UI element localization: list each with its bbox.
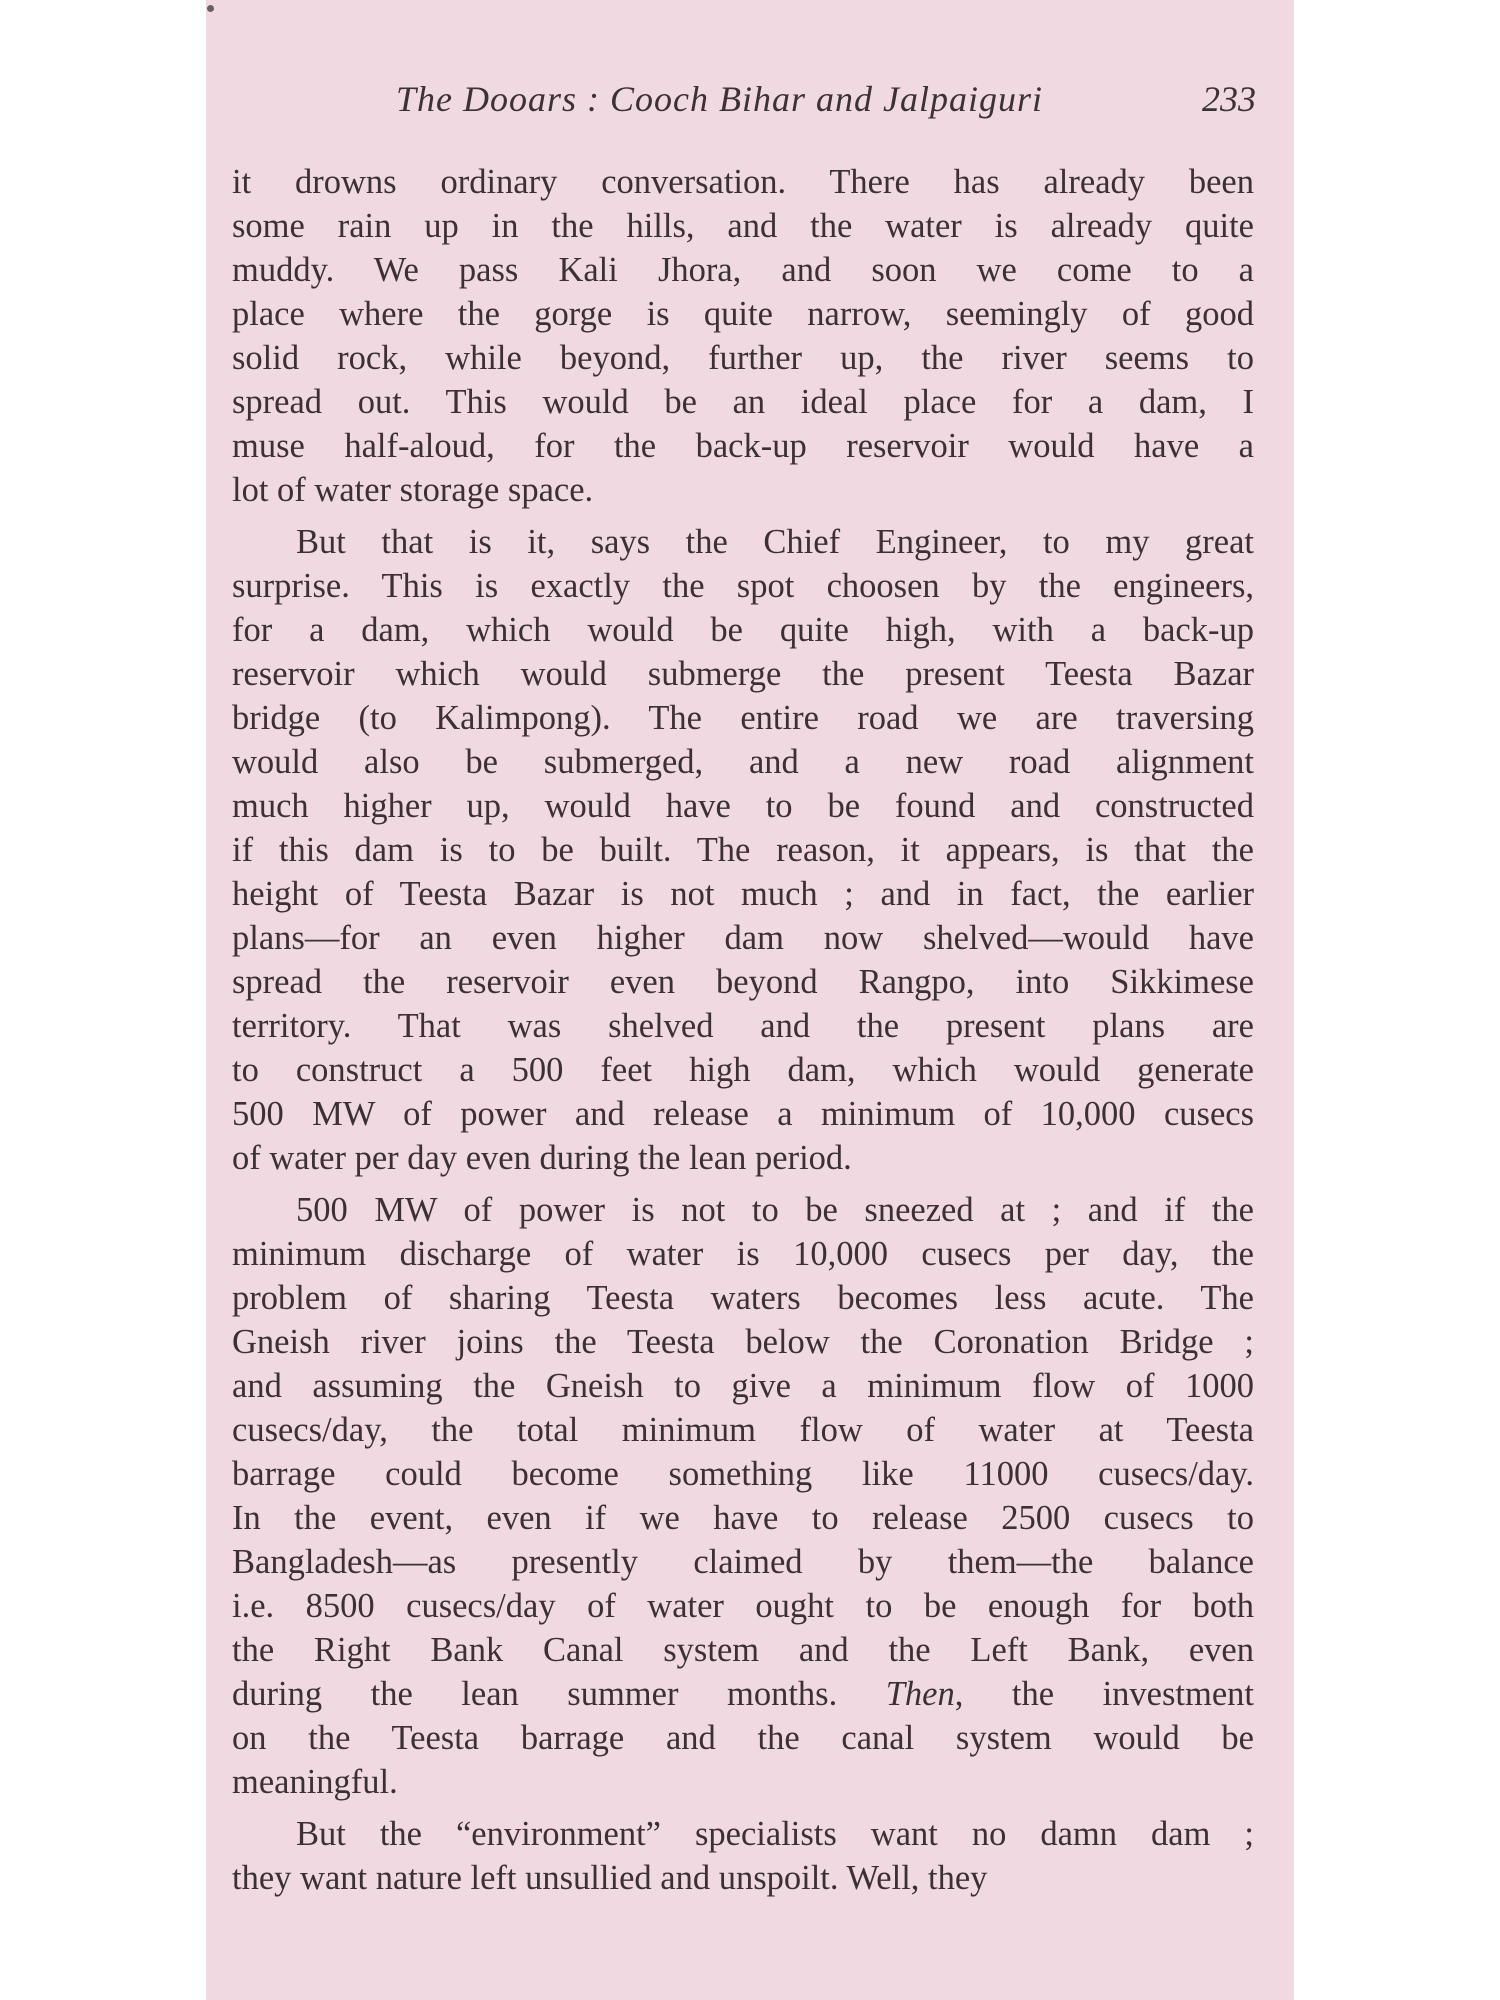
text-line: 500 MW of power is not to be sneezed at ; and if the [296,1191,1254,1229]
text-line: spread out. This would be an ideal place for a dam, I [232,383,1254,421]
text-line: spread the reservoir even beyond Rangpo, into Sikkimese [232,963,1254,1001]
text-line: plans—for an even higher dam now shelved—would have [232,919,1254,957]
running-title: The Dooars : Cooch Bihar and Jalpaiguri [396,79,1043,119]
text-line: In the event, even if we have to release 2500 cusecs to [232,1499,1254,1537]
text-line: on the Teesta barrage and the canal system would be [232,1719,1254,1757]
text-line: much higher up, would have to be found and constructed [232,787,1254,825]
speck-mark [207,5,214,12]
text-line: the Right Bank Canal system and the Left Bank, even [232,1631,1254,1669]
text-line: solid rock, while beyond, further up, the river seems to [232,339,1254,377]
text-line: lot of water storage space. [232,471,594,509]
text-line: if this dam is to be built. The reason, it appears, is that the [232,831,1254,869]
text-line: But that is it, says the Chief Engineer, to my great [296,523,1254,561]
paragraph [232,160,1254,512]
book-page [206,0,1294,2000]
paragraph [232,1188,1254,1804]
text-line: muddy. We pass Kali Jhora, and soon we come to a [232,251,1254,289]
text-line: place where the gorge is quite narrow, seemingly of good [232,295,1254,333]
page-header [206,78,1294,128]
text-line: they want nature left unsullied and unspoilt. Well, they [232,1859,988,1897]
text-line: it drowns ordinary conversation. There has already been [232,163,1254,201]
text-line: cusecs/day, the total minimum flow of water at Teesta [232,1411,1254,1449]
text-line: 500 MW of power and release a minimum of 10,000 cusecs [232,1095,1254,1133]
text-line: for a dam, which would be quite high, with a back-up [232,611,1254,649]
emphasis-text: Then [885,1675,955,1713]
text-line: bridge (to Kalimpong). The entire road we are traversing [232,699,1254,737]
text-line: height of Teesta Bazar is not much ; and in fact, the earlier [232,875,1254,913]
text-line: territory. That was shelved and the present plans are [232,1007,1254,1045]
body-text [232,160,1254,1908]
text-line: But the “environment” specialists want no damn dam ; [296,1815,1254,1853]
text-line: surprise. This is exactly the spot choosen by the engineers, [232,567,1254,605]
paragraph [232,520,1254,1180]
text-line: i.e. 8500 cusecs/day of water ought to be enough for both [232,1587,1254,1625]
text-line: would also be submerged, and a new road alignment [232,743,1254,781]
text-line: to construct a 500 feet high dam, which would generate [232,1051,1254,1089]
text-line: of water per day even during the lean period. [232,1139,852,1177]
text-line: during the lean summer months. Then, the investment [232,1675,1254,1713]
text-line: Gneish river joins the Teesta below the Coronation Bridge ; [232,1323,1254,1361]
page-number: 233 [1202,79,1256,119]
text-line: minimum discharge of water is 10,000 cusecs per day, the [232,1235,1254,1273]
text-line: Bangladesh—as presently claimed by them—the balance [232,1543,1254,1581]
text-line: muse half-aloud, for the back-up reservoir would have a [232,427,1254,465]
text-line: meaningful. [232,1763,398,1801]
text-line: some rain up in the hills, and the water is already quite [232,207,1254,245]
text-line: reservoir which would submerge the present Teesta Bazar [232,655,1254,693]
paragraph [232,1812,1254,1900]
text-line: barrage could become something like 11000 cusecs/day. [232,1455,1254,1493]
text-line: problem of sharing Teesta waters becomes less acute. The [232,1279,1254,1317]
text-line: and assuming the Gneish to give a minimum flow of 1000 [232,1367,1254,1405]
